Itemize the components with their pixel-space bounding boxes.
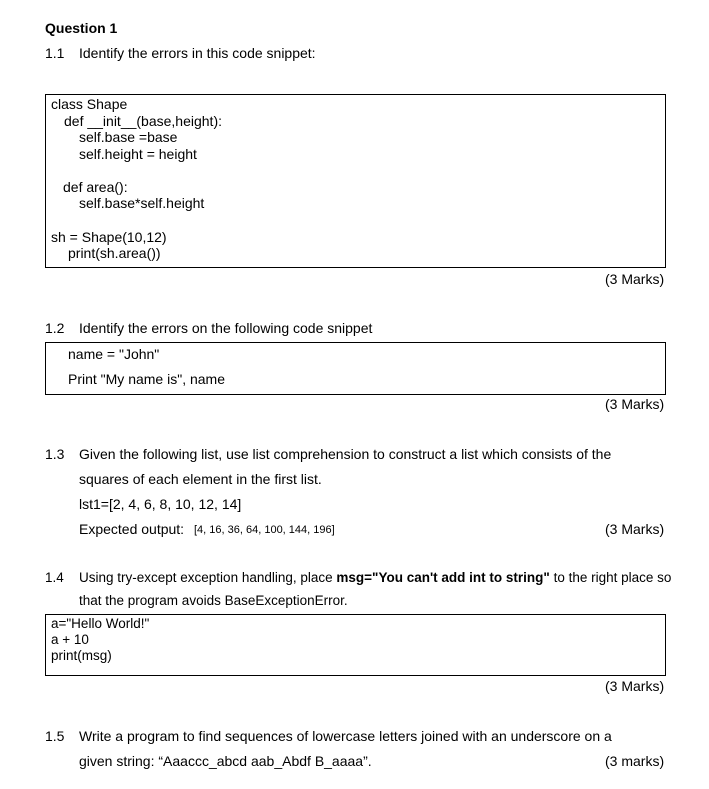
q1-2-number: 1.2 (45, 320, 65, 336)
q1-4-text-bold: msg="You can't add int to string" (336, 570, 550, 585)
code-line: a + 10 (51, 632, 89, 647)
q1-5-number: 1.5 (45, 728, 65, 744)
code-line: print(sh.area()) (68, 245, 161, 261)
q1-4-number: 1.4 (45, 570, 64, 585)
q1-3-number: 1.3 (45, 446, 65, 462)
q1-1-text: Identify the errors in this code snippet: (79, 45, 316, 61)
q1-3-marks: (3 Marks) (605, 521, 665, 537)
code-line: def __init__(base,height): (64, 113, 222, 129)
code-line: self.base*self.height (79, 195, 205, 211)
code-line: self.base =base (79, 129, 178, 145)
code-line: a="Hello World!" (51, 616, 150, 631)
q1-4-text-pre: Using try-except exception handling, place (79, 570, 337, 585)
q1-1-code-box (45, 94, 666, 268)
q1-4-text-line2: that the program avoids BaseExceptionError. (79, 593, 348, 608)
q1-3-text-line2: squares of each element in the first list. (79, 471, 322, 487)
q1-3-text-line1: Given the following list, use list comprehension to construct a list which consists of the (79, 446, 612, 462)
question-heading: Question 1 (45, 20, 118, 36)
code-line: Print "My name is", name (68, 371, 225, 387)
code-line: print(msg) (51, 648, 112, 663)
code-line: class Shape (51, 96, 128, 112)
q1-4-text-post: to the right place so (549, 570, 672, 585)
code-line: def area(): (63, 179, 128, 195)
q1-3-list: lst1=[2, 4, 6, 8, 10, 12, 14] (79, 496, 242, 512)
q1-4-text-line1 (79, 570, 671, 586)
q1-2-marks: (3 Marks) (605, 396, 665, 412)
q1-5-text-line2: given string: “Aaaccc_abcd aab_Abdf B_aaaa”. (79, 753, 372, 769)
code-line: sh = Shape(10,12) (51, 229, 167, 245)
q1-5-text-line1: Write a program to find sequences of lowercase letters joined with an underscore on a (79, 728, 612, 744)
q1-1-number: 1.1 (45, 45, 65, 61)
q1-5-marks: (3 marks) (605, 753, 665, 769)
q1-2-text: Identify the errors on the following code snippet (79, 320, 373, 336)
code-line: self.height = height (79, 146, 197, 162)
q1-2-code-box (45, 342, 666, 395)
q1-4-code-box (45, 614, 666, 676)
code-line: name = "John" (68, 346, 160, 362)
q1-1-marks: (3 Marks) (605, 271, 665, 287)
q1-3-expected-value: [4, 16, 36, 64, 100, 144, 196] (194, 524, 335, 536)
q1-3-expected-label: Expected output: (79, 521, 185, 537)
q1-4-marks: (3 Marks) (605, 678, 665, 694)
